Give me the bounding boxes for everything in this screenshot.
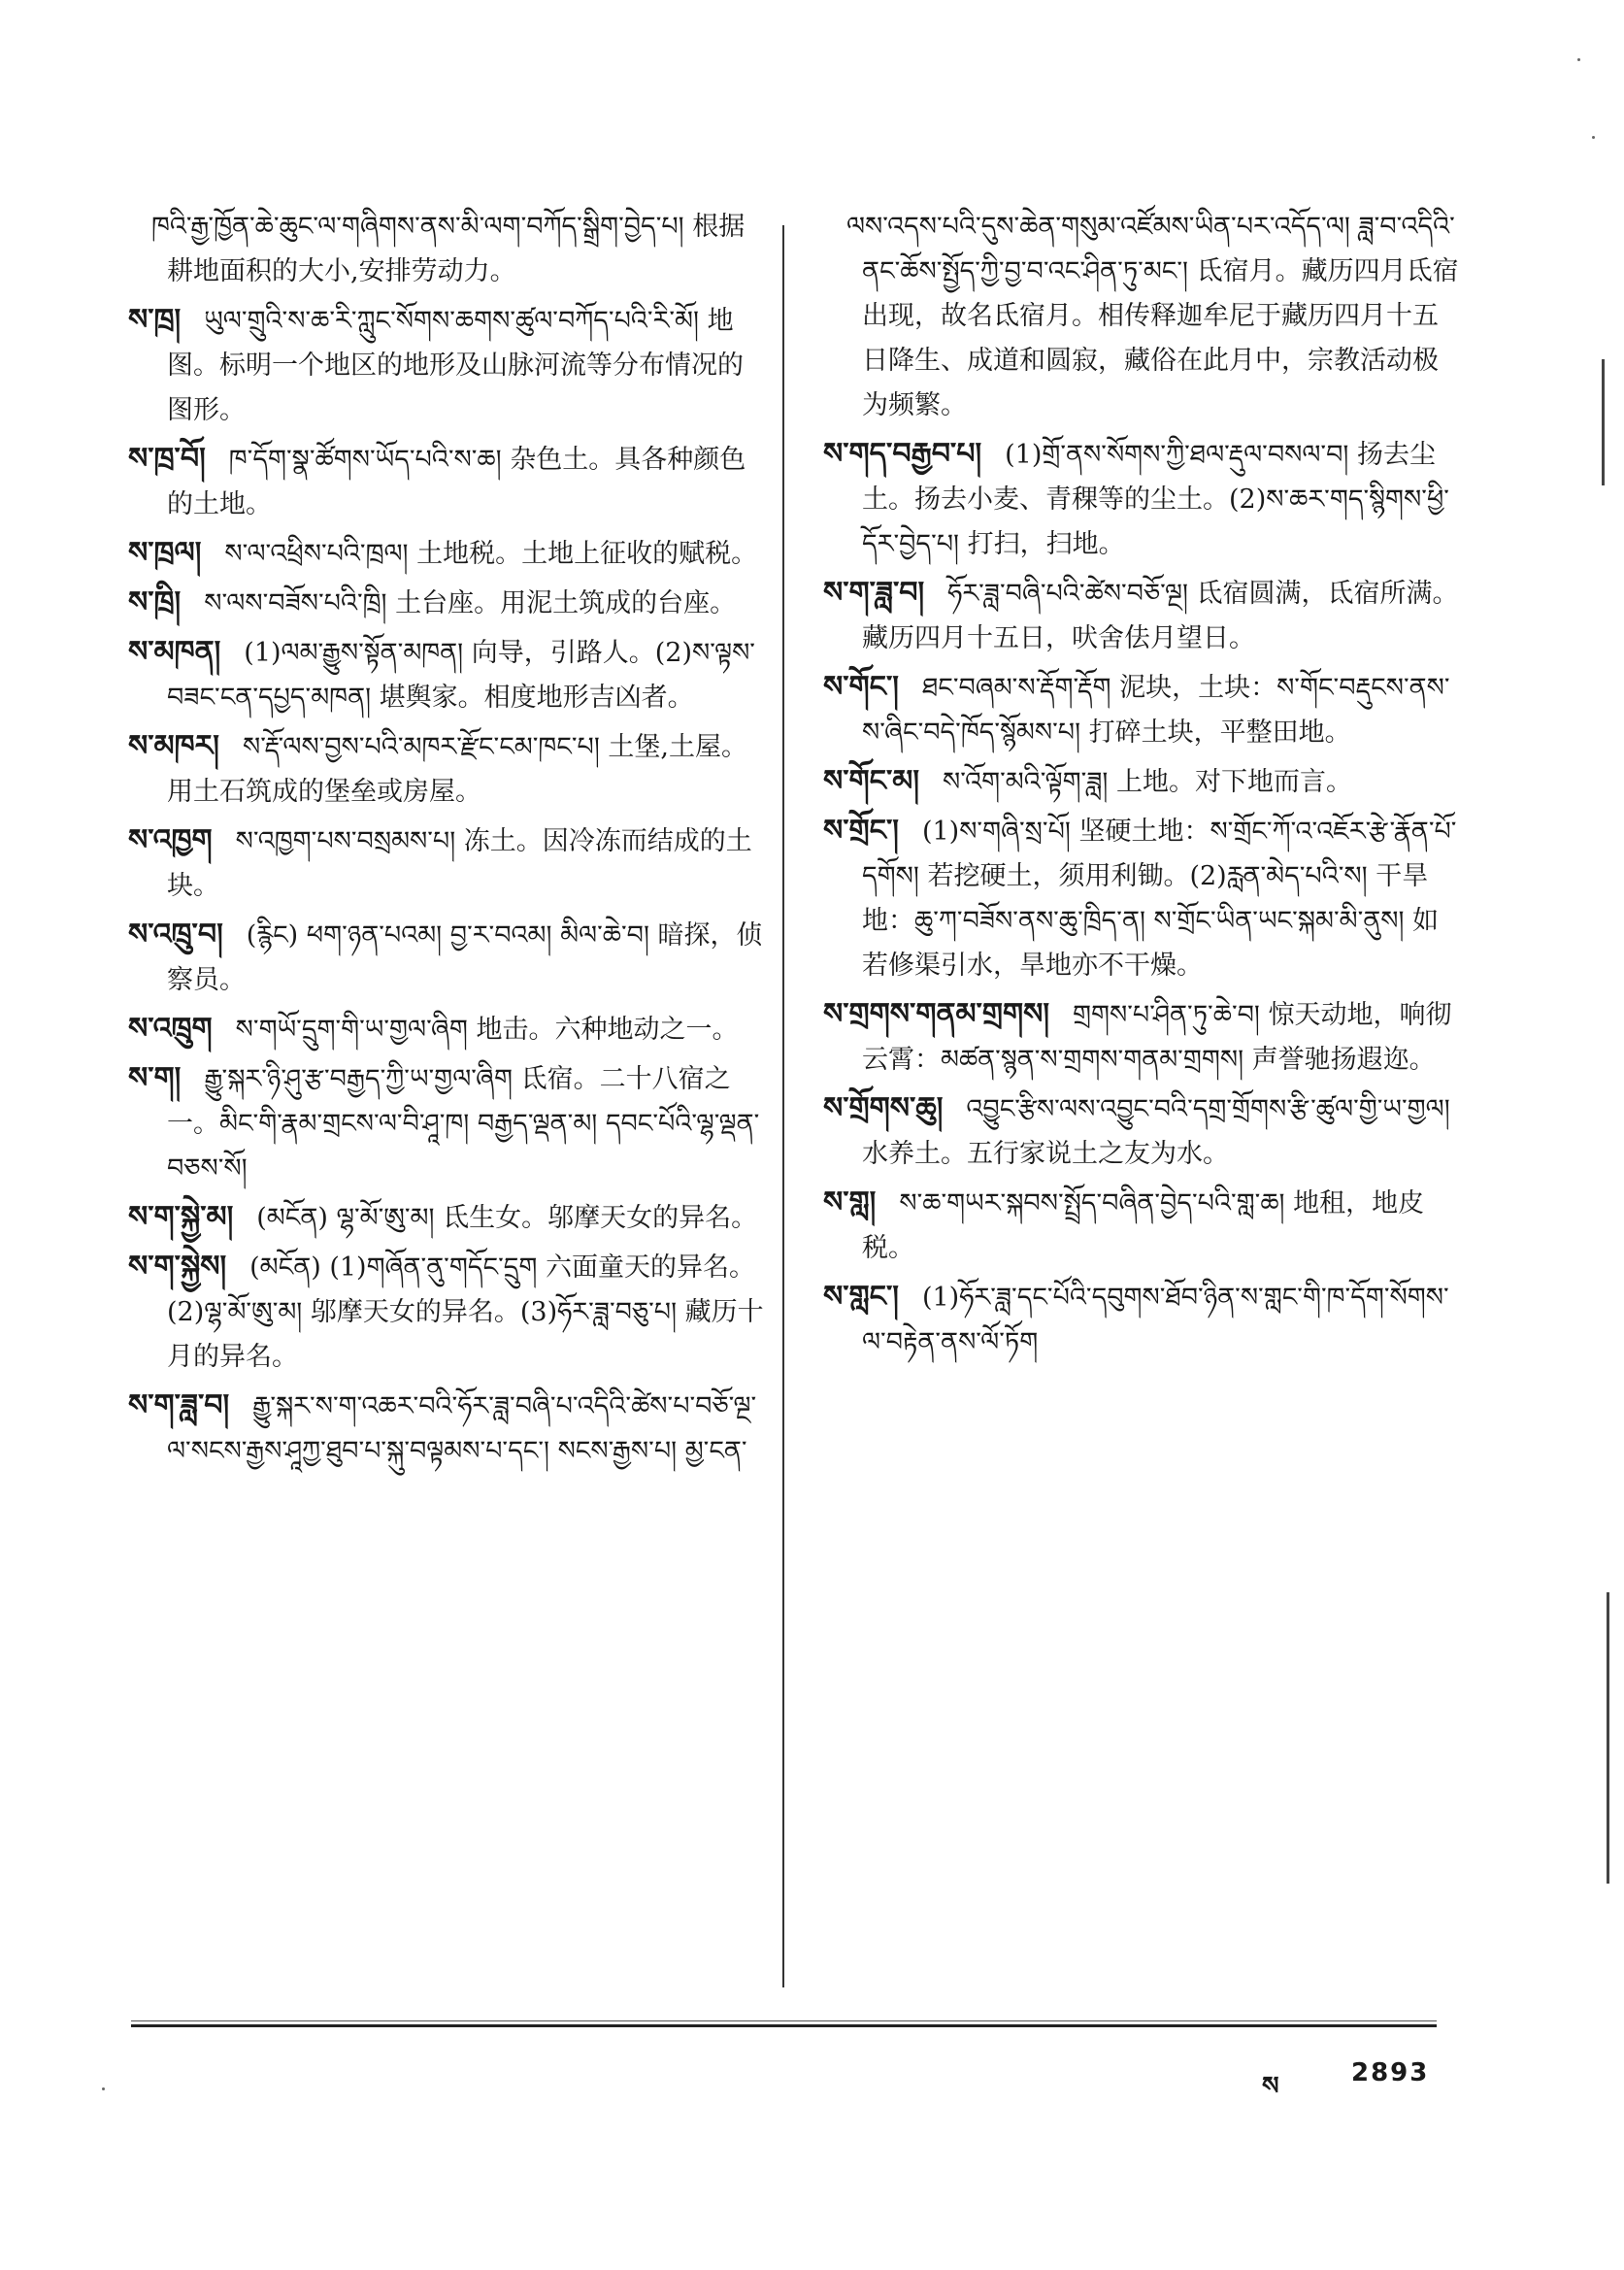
dictionary-entry (128, 1245, 769, 1380)
dictionary-entry (128, 581, 769, 626)
definition: ཁ་དོག་སྣ་ཚོགས་ཡོད་པའི་ས་ཆ། 杂色土。具各种颜色的土地。 (167, 445, 746, 519)
definition: (1)གྲོ་ནས་སོགས་ཀྱི་ཐལ་རྡུལ་བསལ་བ། 扬去尘土。扬去小麦、青稞等的尘土。(2)ས་ཆར་གད་སྙིགས་ཕྱི་དོར་བྱེད་པ། 打扫，扫地。 (862, 440, 1449, 559)
headword: ས་ག་སྐྱེས། (128, 1250, 227, 1284)
definition: ས་འཁྱག་པས་བསྲམས་པ། 冻土。因冷冻而结成的土块。 (167, 826, 752, 901)
headword: ས་ཁྲ། (128, 303, 182, 337)
headword: ས་མཁན། (128, 635, 221, 669)
definition: ཡུལ་གྲུའི་ས་ཆ་རི་ཀླུང་སོགས་ཆགས་ཚུལ་བཀོད་པའི་རི་མོ། 地图。标明一个地区的地形及山脉河流等分布情况的图形。 (167, 306, 744, 425)
definition: ས་ལ་འཕྲིས་པའི་ཁྲལ། 土地税。土地上征收的赋税。 (224, 539, 758, 569)
headword: ས་འཁྱག (128, 823, 213, 857)
definition: འབྱུང་རྩིས་ལས་འབྱུང་བའི་དགྲ་གྲོགས་རྩི་ཚུལ་གྱི་ཡ་གྱལ། 水养土。五行家说土之友为水。 (862, 1094, 1450, 1169)
definition: གྲགས་པ་ཤིན་ཏུ་ཆེ་བ། 惊天动地，响彻云霄：མཚན་སྙན་ས་གྲགས་གནམ་གྲགས། 声誉驰扬遐迩。 (862, 1000, 1452, 1075)
dictionary-entry (823, 571, 1464, 661)
definition: ས་འོག་མའི་ལྟོག་ཟླ། 上地。对下地而言。 (943, 767, 1353, 797)
dictionary-entry (823, 1275, 1464, 1365)
headword: ས་ག། (128, 1061, 182, 1095)
dictionary-entry (128, 437, 769, 527)
dictionary-entry (128, 818, 769, 909)
column-divider (782, 225, 784, 1987)
definition: (མངོན) ལྷ་མོ་ཨུ་མ། 氐生女。邬摩天女的异名。 (256, 1203, 758, 1233)
dictionary-entry (128, 298, 769, 433)
definition: ཧོར་ཟླ་བཞི་པའི་ཚེས་བཅོ་ལྔ། 氐宿圆满，氐宿所满。藏历四月十五日，吠舍佉月望日。 (862, 579, 1459, 653)
definition: རྒྱུ་སྐར་ས་ག་འཆར་བའི་ཧོར་ཟླ་བཞི་པ་འདིའི་ཚེས་པ་བཅོ་ལྔ་ལ་སངས་རྒྱས་ཤཱཀྱ་ཐུབ་པ་སྐུ་བལྟམས་པ་དང་། སངས་རྒྱས་པ། མྱ་ངན་ (167, 1391, 757, 1466)
dictionary-entry (823, 1181, 1464, 1271)
footer-rule (131, 2024, 1437, 2027)
scan-speck (102, 2087, 105, 2090)
headword: ས་གད་བརྒྱབ་པ། (823, 437, 982, 471)
headword: ས་ག་ཟླ་བ། (128, 1388, 230, 1422)
definition: (1)ས་གཞི་སྲ་པོ། 坚硬土地：ས་གྲོང་ཀོ་འ་འཇོར་རྩེ་རྣོན་པོ་དགོས། 若挖硬土，须用利锄。(2)རླན་མེད་པའི་ས། 干旱地：ཆུ་ཀ་བཟོས་ནས་ཆུ་ཁྲིད་ན། ས་གྲོང་ཡིན་ཡང་སྐམ་མི་ནུས། 如若修渠引水，旱地亦不干燥。 (862, 817, 1457, 981)
headword: ས་ཁྲལ། (128, 536, 202, 570)
headword: ས་གོང་མ། (823, 764, 919, 798)
definition: (1)ཧོར་ཟླ་དང་པོའི་དབུགས་ཐོབ་ཉིན་ས་གླང་གི་ཁ་དོག་སོགས་ལ་བརྟེན་ནས་ལོ་ཏོག (862, 1283, 1449, 1357)
page-number: 2893 (1351, 2058, 1430, 2087)
dictionary-entry (823, 432, 1464, 567)
dictionary-entry (128, 1056, 769, 1191)
dictionary-entry (128, 1384, 769, 1474)
headword: ས་ག་སྐྱེ་མ། (128, 1200, 234, 1234)
headword: ས་གླང་། (823, 1280, 899, 1314)
right-column (823, 204, 1464, 1369)
scan-speck (1592, 136, 1595, 139)
scan-margin-mark (1607, 1592, 1609, 1884)
headword: ས་ཁྲི། (128, 585, 182, 619)
scan-margin-mark (1602, 359, 1605, 485)
headword: ས་གྲོགས་ཆུ། (823, 1091, 944, 1125)
headword: ས་གོང་། (823, 670, 899, 704)
headword: ས་མཁར། (128, 729, 219, 763)
definition: (མངོན) (1)གཞོན་ནུ་གདོང་དྲུག 六面童天的异名。(2)ལྷ་མོ་ཨུ་མ། 邬摩天女的异名。(3)ཧོར་ཟླ་བཅུ་པ། 藏历十月的异名。 (167, 1252, 764, 1372)
headword: ས་ག་ཟླ་བ། (823, 576, 925, 610)
definition: ཐང་བཞམ་ས་རྡོག་རྡོག 泥块，土块：ས་གོང་བརྡུངས་ནས་ས་ཞིང་བདེ་ཁོད་སྙོམས་པ། 打碎土块，平整田地。 (862, 673, 1450, 748)
definition: (1)ལམ་རྒྱུས་སྟོན་མཁན། 向导，引路人。(2)ས་ལྟས་བཟང་ངན་དཔྱད་མཁན། 堪舆家。相度地形吉凶者。 (167, 638, 755, 713)
headword: ས་འཁྲུ་བ། (128, 918, 223, 951)
definition: (རྙིང) ཕག་ཉན་པའམ། བྱ་ར་བའམ། མིལ་ཆེ་བ། 暗探，侦察员。 (167, 920, 763, 995)
headword: ས་གྲགས་གནམ་གྲགས། (823, 997, 1049, 1031)
headword: ས་འཁྲུག (128, 1012, 213, 1046)
dictionary-entry (128, 913, 769, 1003)
dictionary-entry (128, 531, 769, 577)
definition: ས་རྡོ་ལས་བྱས་པའི་མཁར་རྫོང་ངམ་ཁང་པ། 土堡,土屋。用土石筑成的堡垒或房屋。 (167, 732, 748, 807)
section-letter: ས (1262, 2072, 1279, 2101)
dictionary-entry (128, 630, 769, 720)
dictionary-entry (128, 1007, 769, 1052)
definition: ལས་འདས་པའི་དུས་ཆེན་གསུམ་འཛོམས་ཡིན་པར་འདོད་ལ། ཟླ་བ་འདིའི་ནང་ཆོས་སྤྱོད་ཀྱི་བྱ་བ་འང་ཤིན་ཏུ་མང་། 氐宿月。藏历四月氐宿出现，故名氐宿月。相传释迦牟尼于藏历四月十五日降生、成道和圆寂，藏俗在此月中，宗教活动极为频繁。 (846, 212, 1459, 420)
dictionary-entry (823, 759, 1464, 805)
dictionary-entry (128, 724, 769, 815)
dictionary-entry (823, 992, 1464, 1083)
definition: ཁའི་རྒྱ་ཁྱོན་ཆེ་ཆུང་ལ་གཞིགས་ནས་མི་ལག་བཀོད་སྒྲིག་བྱེད་པ། 根据耕地面积的大小,安排劳动力。 (151, 212, 746, 286)
scan-speck (1577, 58, 1580, 61)
definition: ས་གཡོ་དྲུག་གི་ཡ་གྱལ་ཞིག 地击。六种地动之一。 (235, 1015, 739, 1045)
headword: ས་ཁྲ་བོ། (128, 442, 206, 476)
dictionary-entry (823, 809, 1464, 988)
definition: ས་ལས་བཟོས་པའི་ཁྲི། 土台座。用泥土筑成的台座。 (204, 588, 737, 618)
headword: ས་གྲོང་། (823, 814, 899, 848)
definition: ས་ཆ་གཡར་སྐབས་སྤྲོད་བཞིན་བྱེད་པའི་གླ་ཆ། 地租，地皮税。 (862, 1188, 1425, 1263)
headword: ས་གླ། (823, 1185, 877, 1219)
dictionary-entry (823, 204, 1464, 428)
dictionary-entry (128, 204, 769, 294)
definition: རྒྱུ་སྐར་ཉི་ཤུ་རྩ་བརྒྱད་ཀྱི་ཡ་གྱལ་ཞིག 氐宿。二十八宿之一。མིང་གི་རྣམ་གྲངས་ལ་བི་ཤཱ་ཁ། བརྒྱད་ལྡན་མ། དབང་པོའི་ལྷ་ལྡན་བཅས་སོ། (167, 1064, 760, 1184)
left-column (128, 204, 769, 1478)
dictionary-entry (823, 1086, 1464, 1177)
dictionary-entry (128, 1195, 769, 1241)
dictionary-entry (823, 665, 1464, 755)
